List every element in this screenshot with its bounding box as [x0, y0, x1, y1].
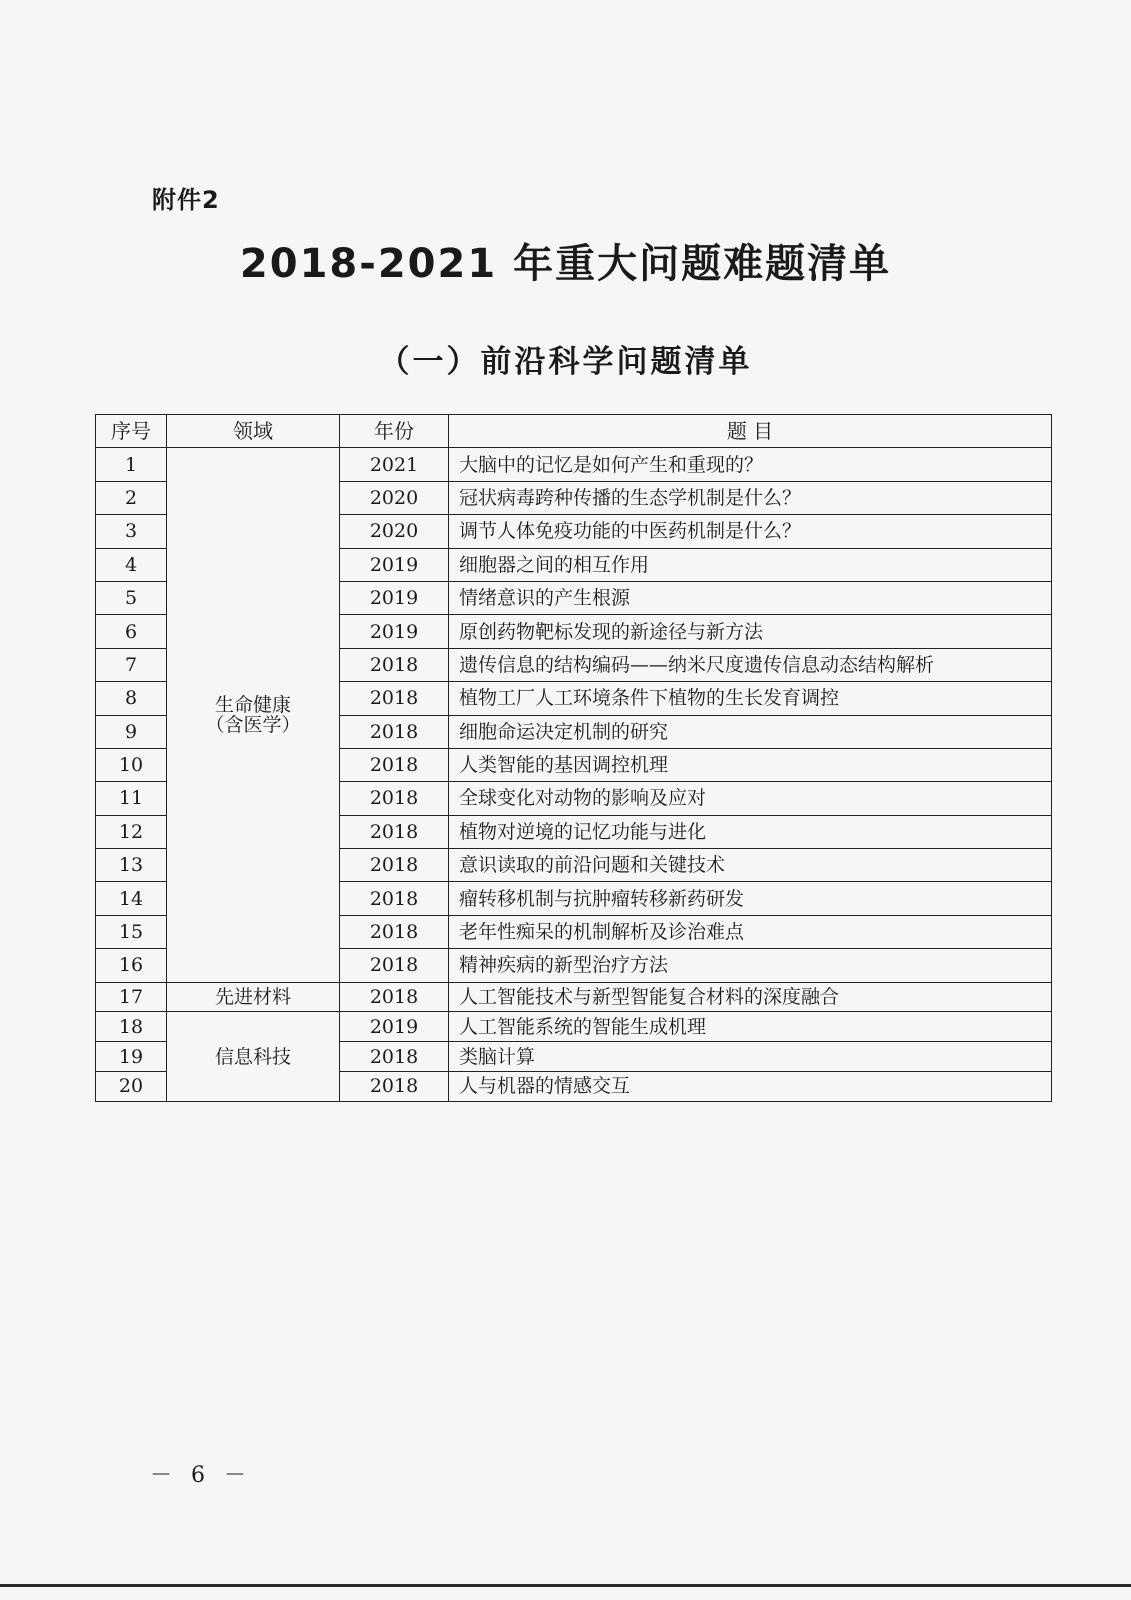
row-year: 2018 — [340, 648, 449, 681]
row-topic: 瘤转移机制与抗肿瘤转移新药研发 — [449, 882, 1052, 915]
table-row — [96, 448, 1052, 481]
row-index: 2 — [96, 481, 167, 514]
row-year: 2018 — [340, 1072, 449, 1102]
row-index: 10 — [96, 748, 167, 781]
row-index: 7 — [96, 648, 167, 681]
row-topic: 细胞命运决定机制的研究 — [449, 715, 1052, 748]
section-title: （一）前沿科学问题清单 — [378, 344, 753, 380]
problem-list-table — [95, 414, 1052, 1102]
document-title: 2018-2021 年重大问题难题清单 — [239, 241, 892, 287]
table-row — [96, 1012, 1052, 1042]
row-year: 2019 — [340, 1012, 449, 1042]
row-topic: 冠状病毒跨种传播的生态学机制是什么？ — [449, 481, 1052, 514]
row-year: 2018 — [340, 682, 449, 715]
field-life-line2: （含医学） — [205, 714, 301, 737]
row-year: 2020 — [340, 481, 449, 514]
table-row — [96, 982, 1052, 1012]
row-topic: 原创药物靶标发现的新途径与新方法 — [449, 615, 1052, 648]
row-topic: 人工智能系统的智能生成机理 — [449, 1012, 1052, 1042]
field-life-health — [167, 448, 340, 982]
row-index: 11 — [96, 782, 167, 815]
field-life-line1: 生命健康 — [214, 694, 291, 717]
row-index: 13 — [96, 849, 167, 882]
row-index: 18 — [96, 1012, 167, 1042]
row-topic: 细胞器之间的相互作用 — [449, 548, 1052, 581]
attachment-label: 附件2 — [152, 186, 220, 214]
row-topic: 植物工厂人工环境条件下植物的生长发育调控 — [449, 682, 1052, 715]
row-index: 6 — [96, 615, 167, 648]
row-index: 16 — [96, 949, 167, 982]
row-year: 2019 — [340, 581, 449, 614]
row-year: 2018 — [340, 715, 449, 748]
row-year: 2018 — [340, 949, 449, 982]
row-year: 2018 — [340, 882, 449, 915]
row-year: 2018 — [340, 915, 449, 948]
row-topic: 人与机器的情感交互 — [449, 1072, 1052, 1102]
row-topic: 人工智能技术与新型智能复合材料的深度融合 — [449, 982, 1052, 1012]
row-index: 20 — [96, 1072, 167, 1102]
row-year: 2019 — [340, 548, 449, 581]
row-topic: 人类智能的基因调控机理 — [449, 748, 1052, 781]
row-index: 4 — [96, 548, 167, 581]
row-year: 2019 — [340, 615, 449, 648]
header-index: 序号 — [96, 415, 167, 448]
row-topic: 类脑计算 — [449, 1042, 1052, 1072]
header-field: 领域 — [167, 415, 340, 448]
page-number: － 6 － — [150, 1463, 252, 1488]
row-index: 17 — [96, 982, 167, 1012]
row-topic: 老年性痴呆的机制解析及诊治难点 — [449, 915, 1052, 948]
row-year: 2018 — [340, 1042, 449, 1072]
field-advanced-materials: 先进材料 — [167, 982, 340, 1012]
scan-edge-line — [0, 1584, 1131, 1587]
row-index: 12 — [96, 815, 167, 848]
row-index: 3 — [96, 515, 167, 548]
row-year: 2018 — [340, 982, 449, 1012]
row-topic: 大脑中的记忆是如何产生和重现的？ — [449, 448, 1052, 481]
row-year: 2021 — [340, 448, 449, 481]
header-topic: 题 目 — [449, 415, 1052, 448]
row-topic: 植物对逆境的记忆功能与进化 — [449, 815, 1052, 848]
row-topic: 调节人体免疫功能的中医药机制是什么？ — [449, 515, 1052, 548]
row-index: 9 — [96, 715, 167, 748]
row-index: 19 — [96, 1042, 167, 1072]
row-year: 2020 — [340, 515, 449, 548]
row-topic: 情绪意识的产生根源 — [449, 581, 1052, 614]
row-topic: 遗传信息的结构编码——纳米尺度遗传信息动态结构解析 — [449, 648, 1052, 681]
row-year: 2018 — [340, 815, 449, 848]
row-index: 1 — [96, 448, 167, 481]
row-year: 2018 — [340, 748, 449, 781]
table-header-row — [96, 415, 1052, 448]
header-year: 年份 — [340, 415, 449, 448]
row-index: 14 — [96, 882, 167, 915]
row-topic: 精神疾病的新型治疗方法 — [449, 949, 1052, 982]
row-index: 15 — [96, 915, 167, 948]
row-index: 5 — [96, 581, 167, 614]
field-information-tech: 信息科技 — [167, 1012, 340, 1101]
row-index: 8 — [96, 682, 167, 715]
row-year: 2018 — [340, 849, 449, 882]
row-topic: 全球变化对动物的影响及应对 — [449, 782, 1052, 815]
row-topic: 意识读取的前沿问题和关键技术 — [449, 849, 1052, 882]
row-year: 2018 — [340, 782, 449, 815]
